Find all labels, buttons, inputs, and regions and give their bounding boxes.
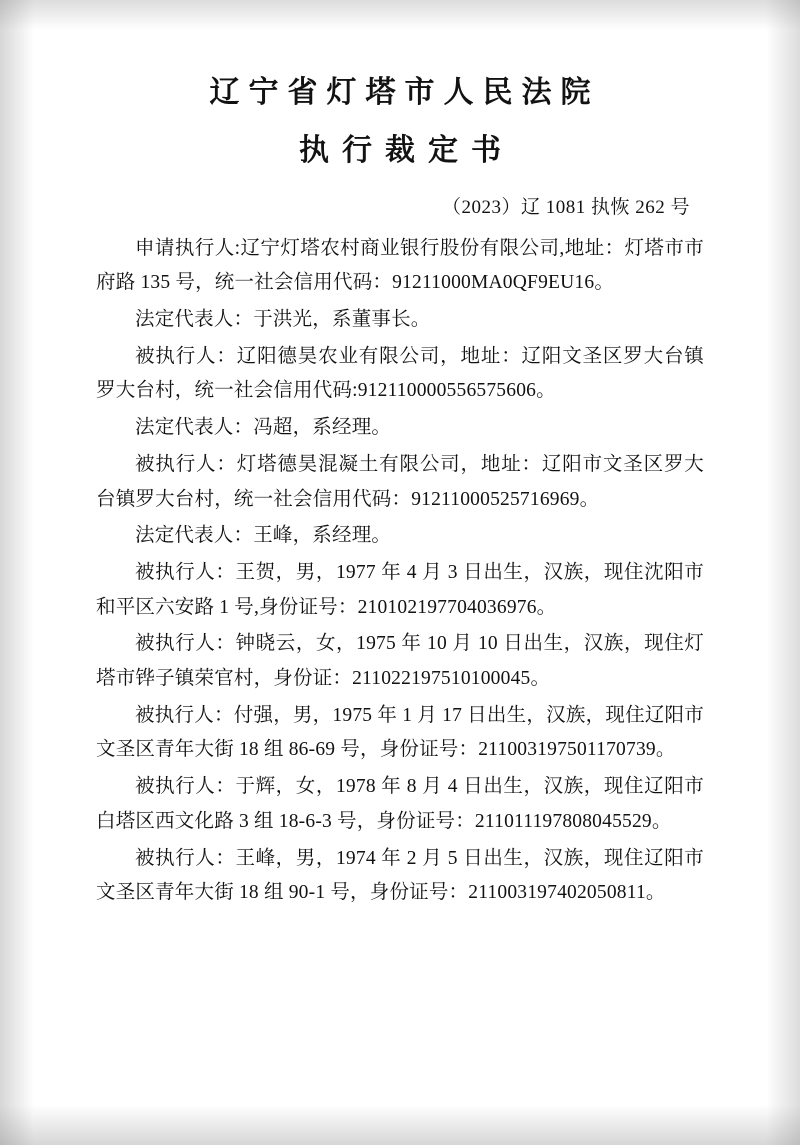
- page-edge-shadow-right: [766, 0, 800, 1145]
- paragraph: 法定代表人：王峰，系经理。: [135, 525, 392, 547]
- paragraph: 被执行人：辽阳德昊农业有限公司，地址：辽阳文圣区罗大台镇罗大台村，统一社会信用代码:912110000556575606。: [96, 345, 704, 402]
- paragraph: 被执行人：王贺，男，1977 年 4 月 3 日出生，汉族，现住沈阳市和平区六安路 1 号,身份证号：210102197704036976。: [96, 561, 704, 618]
- paragraph: 被执行人：钟晓云，女，1975 年 10 月 10 日出生，汉族，现住灯塔市铧子镇荣官村，身份证：211022197510100045。: [96, 633, 704, 690]
- page-edge-shadow-bottom: [0, 1105, 800, 1145]
- paragraph: 被执行人：于辉，女，1978 年 8 月 4 日出生，汉族，现住辽阳市白塔区西文化路 3 组 18-6-3 号，身份证号：211011197808045529。: [96, 776, 704, 832]
- page-edge-shadow-left: [0, 0, 34, 1145]
- paragraph: 法定代表人：冯超，系经理。: [135, 417, 392, 439]
- paragraph: 被执行人：付强，男，1975 年 1 月 17 日出生，汉族，现住辽阳市文圣区青年大街 18 组 86-69 号，身份证号：211003197501170739。: [96, 704, 704, 761]
- paragraph: 被执行人：王峰，男，1974 年 2 月 5 日出生，汉族，现住辽阳市文圣区青年大街 18 组 90-1 号，身份证号：211003197402050811。: [96, 847, 704, 904]
- court-title: 辽宁省灯塔市人民法院: [209, 76, 600, 109]
- paragraph: 申请执行人:辽宁灯塔农村商业银行股份有限公司,地址：灯塔市市府路 135 号，统一社会信用代码：91211000MA0QF9EU16。: [96, 237, 704, 294]
- case-number: （2023）辽 1081 执恢 262 号: [441, 197, 690, 218]
- page-edge-shadow-top: [0, 0, 800, 30]
- document-type-title: 执行裁定书: [299, 133, 514, 167]
- paragraph: 法定代表人：于洪光，系董事长。: [135, 309, 431, 330]
- document-body: [96, 74, 704, 913]
- paragraph: 被执行人：灯塔德昊混凝土有限公司，地址：辽阳市文圣区罗大台镇罗大台村，统一社会信用代码：91211000525716969。: [96, 453, 704, 510]
